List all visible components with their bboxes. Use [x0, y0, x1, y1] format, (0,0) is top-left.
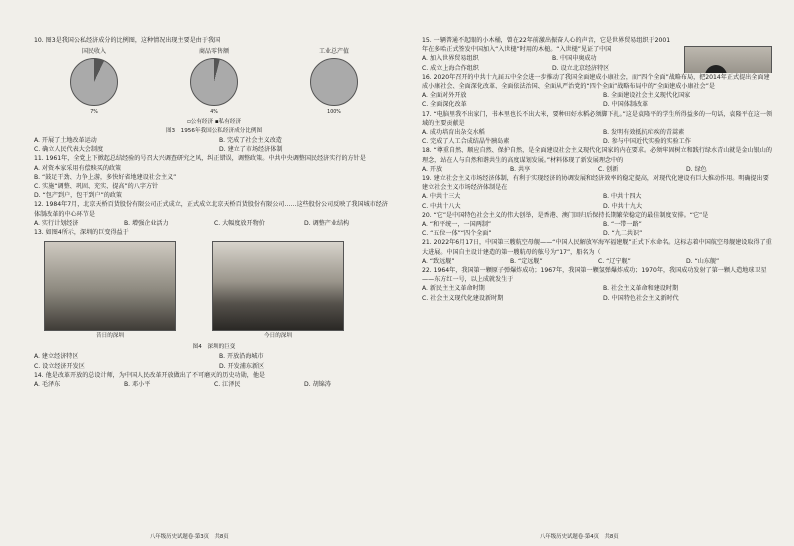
- question-19: [422, 174, 774, 211]
- option-d[interactable]: D. 建立了市场经济体制: [219, 146, 283, 154]
- options: [422, 284, 774, 302]
- options: [422, 128, 774, 146]
- question-14: [34, 371, 394, 389]
- pie-charts: [34, 47, 394, 117]
- options: [34, 352, 394, 370]
- option-d[interactable]: D. “九二共识”: [603, 230, 643, 238]
- pie-shape: [70, 58, 118, 106]
- options: [422, 192, 774, 210]
- photo-label: 昔日的深圳: [96, 333, 124, 340]
- question-13: [34, 228, 394, 371]
- option-a[interactable]: A. 新民主主义革命时期: [422, 285, 485, 293]
- option-b[interactable]: B. 社会主义革命和建设时期: [603, 285, 679, 293]
- option-c[interactable]: C. “辽宁舰”: [598, 257, 631, 265]
- option-d[interactable]: D. 开发浦东新区: [219, 362, 265, 370]
- option-b[interactable]: B. 共享: [510, 165, 531, 173]
- question-stem: 12. 1984年7月，北京天桥百货股份有限公司正式成立，正式成立北京天桥百货股份有限公司……这些股份公司反映了我国城市经济体制改革的中心环节是: [34, 201, 388, 218]
- question-17: [422, 110, 774, 147]
- option-c[interactable]: C. 设立经济开发区: [34, 362, 85, 370]
- options: [422, 54, 672, 72]
- figure-caption: 图3 1956年我国公私经济成分比例图: [165, 127, 263, 134]
- photo-pair: [44, 241, 344, 340]
- option-b[interactable]: B. 邓小平: [124, 381, 151, 389]
- option-b[interactable]: B. 发明有效抵抗疟疾的青蒿素: [603, 129, 685, 137]
- option-b[interactable]: B. 开放沿海城市: [219, 353, 264, 361]
- chart-label: 4%: [210, 110, 218, 116]
- option-d[interactable]: D. 中国体制改革: [603, 101, 649, 109]
- option-a[interactable]: A. 成功培育出杂交水稻: [422, 129, 485, 137]
- option-d[interactable]: D. 参与中国近代实验的实验工作: [603, 138, 691, 146]
- question-15: [422, 36, 774, 73]
- gavel-head: [705, 65, 727, 73]
- question-stem: 17. “电脑里我不出家门，书本里也长不出大米，要种田好水稻必须脚下扎。”这是袁隆平的学生所得益多的一句话，袁隆平在这一领域的主要贡献是: [422, 110, 773, 127]
- option-b[interactable]: B. 增强企业活力: [124, 219, 169, 227]
- options: [34, 219, 394, 228]
- option-a[interactable]: A. “致远舰”: [422, 257, 455, 265]
- question-11: [34, 154, 394, 200]
- option-b[interactable]: B. 全面建设社会主义现代化国家: [603, 92, 691, 100]
- option-d[interactable]: D. 设立北京经济特区: [552, 64, 610, 72]
- options: [422, 257, 774, 266]
- option-c[interactable]: C. 社会主义现代化建设新时期: [422, 294, 504, 302]
- option-a[interactable]: A. 全面对外开放: [422, 92, 467, 100]
- chart-label: 7%: [90, 110, 98, 116]
- figure-caption: 图4 深圳的巨变: [192, 344, 236, 351]
- pie-shape: [190, 58, 238, 106]
- question-stem: 11. 1961年，全党上下掀起总结经验的号召大兴调查研究之风，纠正错误，调整政策。中共中央调整国民经济实行的方针是: [34, 155, 366, 163]
- question-stem: 14. 他是改革开放的总设计师，为中国人民改革开放做出了不可磨灭的历史功勋，他是: [34, 371, 266, 379]
- question-stem: 15. 一辆普通不起眼的小木桶，曾在22年前激出振奋人心的声音，它是世界贸易组织于2001年在多哈正式签发中国加入“入世槌”时用的木槌。“入世槌”见证了中国: [422, 37, 671, 54]
- option-d[interactable]: D. “山东舰”: [686, 257, 720, 265]
- question-stem: 13. 如图4所示，深圳的巨变得益于: [34, 229, 129, 237]
- question-12: [34, 200, 394, 228]
- option-a[interactable]: A. 毛泽东: [34, 381, 61, 389]
- option-b[interactable]: B. “一带一路”: [603, 221, 642, 229]
- question-stem: 10. 图3是我国公私经济成分的比例图，这种情况出现主要是由于我国: [34, 37, 221, 44]
- question-stem: 18. “尊重自然、顺应自然、保护自然，是全面建设社会主义现代化国家的内在要求。必须牢固树立和践行绿水青山就是金山银山的理念，站在人与自然和谐共生的高度谋划发展。”材料体现了新发展理念中的: [422, 147, 772, 164]
- option-c[interactable]: C. 全面深化改革: [422, 101, 467, 109]
- option-d[interactable]: D. “包产到户，包干到户”的政策: [34, 192, 123, 200]
- new-shenzhen-photo: [212, 241, 344, 340]
- page-footer-right: 八年级历史试题卷·第4页 共8页: [540, 534, 619, 540]
- options: [34, 136, 394, 154]
- option-a[interactable]: A. 开放: [422, 165, 443, 173]
- question-stem: 19. 建立社会主义市场经济体制，有利于实现经济的协调发展和经济效率的稳定提高，对现代化建设有巨大推动作用。明确提出要建立社会主义市场经济体制是在: [422, 175, 769, 192]
- question-21: [422, 238, 774, 266]
- chart-title: 国民收入: [81, 48, 106, 56]
- pie-shape: [310, 58, 358, 106]
- photo-label: 今日的深圳: [264, 333, 292, 340]
- question-stem: 20. “它”是中国特色社会主义的伟大创举，是香港、澳门回归后保持长期繁荣稳定的最佳制度安排。“它”是: [422, 211, 709, 219]
- options: [422, 220, 774, 238]
- option-d[interactable]: D. 胡锦涛: [304, 381, 331, 389]
- option-c[interactable]: C. 江泽民: [214, 381, 241, 389]
- chart-title: 商品零售额: [198, 48, 229, 56]
- question-16: [422, 73, 774, 110]
- option-c[interactable]: C. 成立上海合作组织: [422, 64, 479, 72]
- question-stem: 16. 2020年召开的中共十九届五中全会进一步推动了我国全面建成小康社会，而“四个全面”战略布局，把2014年正式提出全面建成小康社会、全面深化改革、全面依法治国、全面从严治党的“四个全面”战略布局中的“全面建成小康社会”是: [422, 73, 770, 91]
- pie-chart: [284, 47, 384, 117]
- option-d[interactable]: D. 中共十九大: [603, 202, 643, 210]
- right-page: [422, 36, 774, 536]
- option-b[interactable]: B. 完成了社会主义改造: [219, 137, 282, 145]
- pie-chart: [164, 47, 264, 117]
- option-c[interactable]: C. “五位一体”“四个全面”: [422, 230, 492, 238]
- chart-label: 100%: [327, 110, 341, 116]
- pie-chart: [44, 47, 144, 117]
- left-page: [34, 36, 394, 536]
- options: [422, 91, 774, 109]
- option-b[interactable]: B. 中共十四大: [603, 193, 642, 201]
- option-c[interactable]: C. 完成了人工合成结晶牛胰岛素: [422, 138, 510, 146]
- question-10: [34, 36, 394, 154]
- option-c[interactable]: C. 创新: [598, 165, 619, 173]
- question-20: [422, 211, 774, 239]
- gavel-figure: [684, 46, 772, 73]
- chart-title: 工业总产值: [318, 48, 349, 56]
- option-a[interactable]: A. “和平统一，一国两制”: [422, 221, 492, 229]
- options: [422, 165, 774, 174]
- question-stem: 22. 1964年，我国第一颗原子弹爆炸成功；1967年，我国第一颗氢弹爆炸成功；1970年，我国成功发射了第一颗人造地球卫星——东方红一号，以上成就发生于: [422, 267, 767, 284]
- option-c[interactable]: C. 确立人民代表大会制度: [34, 146, 104, 154]
- option-b[interactable]: B. 中国申奥成功: [552, 55, 597, 63]
- question-18: [422, 146, 774, 174]
- option-c[interactable]: C. 大幅度放开物价: [214, 219, 265, 227]
- page-footer-left: 八年级历史试题卷·第3页 共8页: [150, 534, 229, 540]
- option-b[interactable]: B. “定远舰”: [510, 257, 543, 265]
- question-stem: 21. 2022年6月17日，中国第三艘航空母舰——“中国人民解放军海军福建舰”正式下水命名。这标志着中国航空母舰建设取得了重大进展。中国自主设计建造的第一艘航母的舷号为“17”，船名为（: [422, 239, 772, 256]
- option-a[interactable]: A. 加入世界贸易组织: [422, 55, 479, 63]
- option-c[interactable]: C. 中共十八大: [422, 202, 461, 210]
- option-b[interactable]: B. “鼓足干劲、力争上游，多快好省地建设社会主义”: [34, 173, 177, 181]
- option-c[interactable]: C. 实施“调整、巩固、充实、提高”的八字方针: [34, 183, 159, 191]
- option-d[interactable]: D. 调整产业结构: [304, 219, 350, 227]
- option-d[interactable]: D. 中国特色社会主义新时代: [603, 294, 679, 302]
- old-shenzhen-photo: [44, 241, 176, 340]
- question-22: [422, 266, 774, 303]
- option-a[interactable]: A. 中共十三大: [422, 193, 461, 201]
- option-a[interactable]: A. 实行计划经济: [34, 219, 79, 227]
- option-a[interactable]: A. 建立经济特区: [34, 353, 79, 361]
- option-a[interactable]: A. 开展了土地改革运动: [34, 137, 97, 145]
- options: [34, 380, 394, 389]
- option-d[interactable]: D. 绿色: [686, 165, 707, 173]
- chart-legend: ▫公有经济 ▪私有经济: [186, 118, 242, 125]
- option-a[interactable]: A. 对资本家采用有偿赎买的政策: [34, 164, 122, 172]
